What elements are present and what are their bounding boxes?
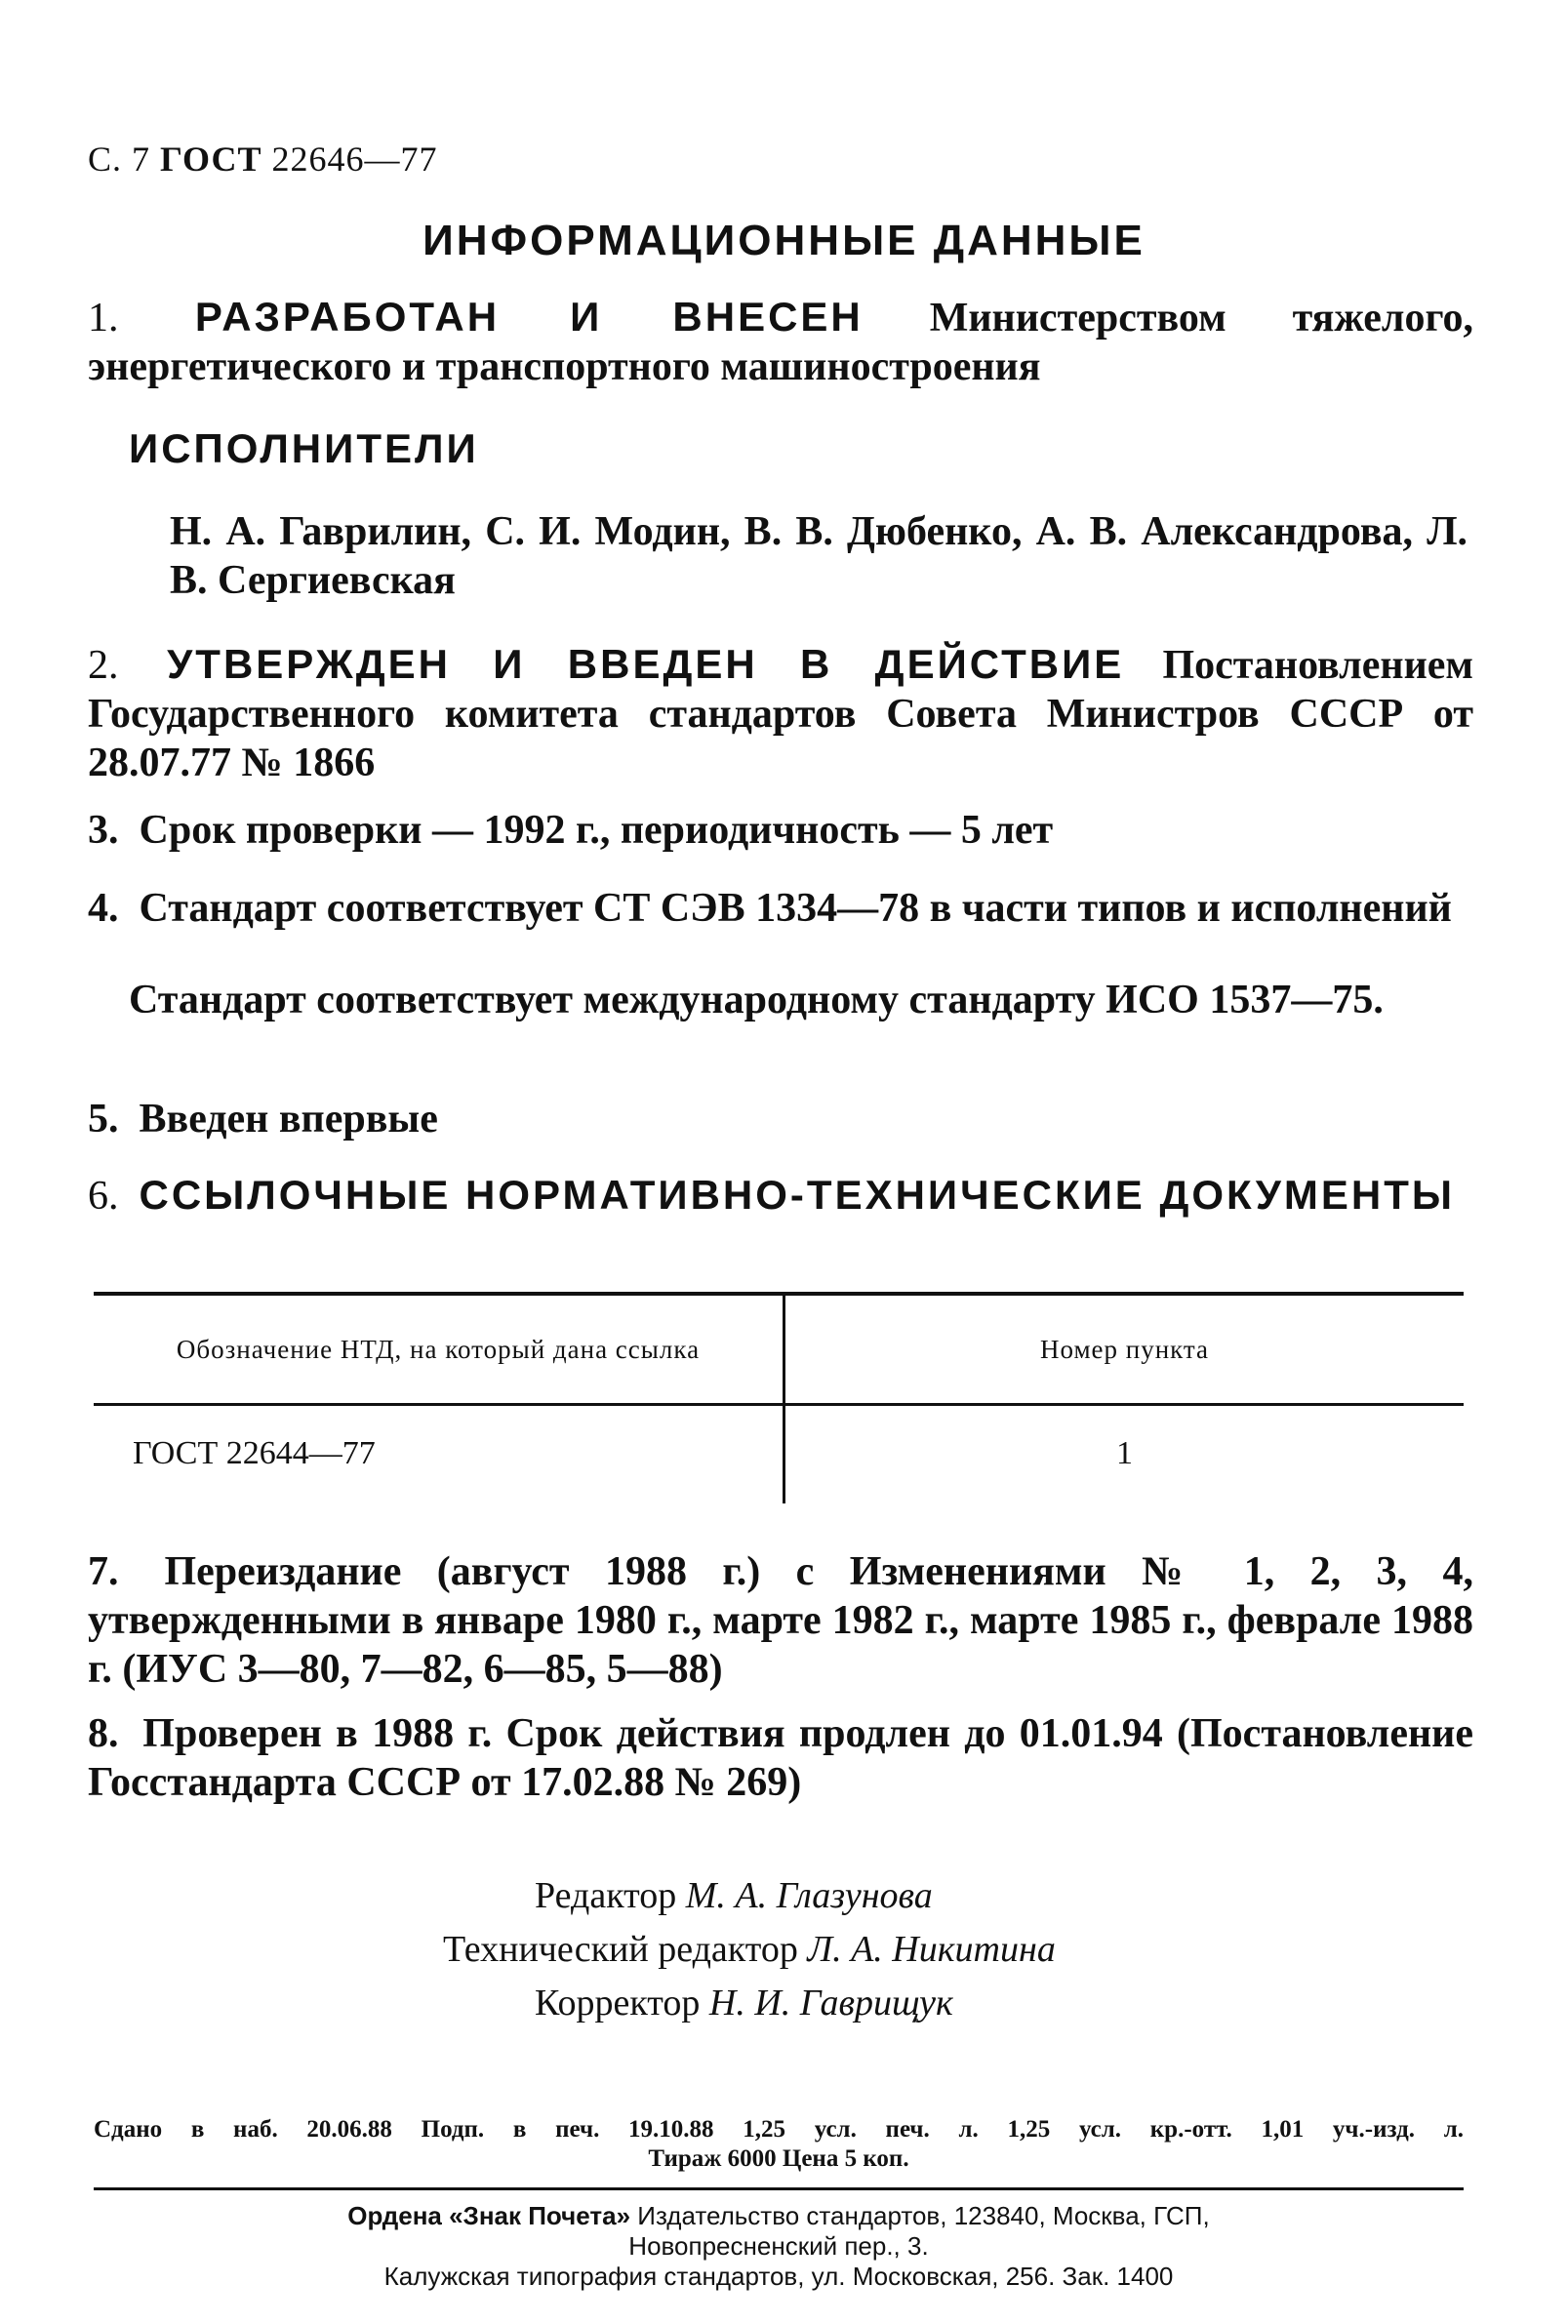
credit-label: Корректор (535, 1983, 701, 2023)
credit-tech-editor (0, 1923, 1568, 1977)
item-3 (88, 806, 1473, 855)
item-8 (88, 1709, 1473, 1807)
publisher-order: Ордена «Знак Почета» (347, 2201, 631, 2230)
header-document: Обозначение НТД, на который дана ссылка (176, 1334, 701, 1364)
imprint-line-2: Тираж 6000 Цена 5 коп. (648, 2145, 909, 2172)
item-1 (88, 293, 1473, 391)
credit-proofreader (0, 1977, 1568, 2030)
credit-editor (0, 1869, 1568, 1923)
item-text: Введен впервые (139, 1097, 438, 1142)
gost-label: ГОСТ (160, 140, 262, 179)
item-number: 4. (88, 886, 119, 931)
publisher-line-2: Новопресненский пер., 3. (628, 2231, 929, 2261)
table-header-row (94, 1296, 1464, 1403)
item-6 (88, 1171, 1473, 1221)
executors-title: ИСПОЛНИТЕЛИ (129, 425, 479, 471)
item-heading: ССЫЛОЧНЫЕ НОРМАТИВНО-ТЕХНИЧЕСКИЕ ДОКУМЕНТЫ (139, 1172, 1455, 1218)
item-number: 3. (88, 808, 119, 853)
publisher-line-3: Калужская типография стандартов, ул. Московская, 256. Зак. 1400 (383, 2262, 1174, 2291)
imprint-line-1: Сдано в наб. 20.06.88 Подп. в печ. 19.10.88 1,25 усл. печ. л. 1,25 усл. кр.-отт. 1,01 уч.-изд. л. (94, 2116, 1464, 2143)
cell-document: ГОСТ 22644—77 (133, 1435, 376, 1471)
header-clause: Номер пункта (783, 1296, 1464, 1403)
item-number: 1. (88, 296, 119, 341)
item-4-continued: Стандарт соответствует международному стандарту ИСО 1537—75. (129, 978, 1384, 1022)
item-text: Постановлением Государственного комитета стандартов Совета Министров СССР от 28.07.77 № 1866 (88, 643, 1474, 785)
cell-clause: 1 (783, 1406, 1464, 1503)
item-text: Проверен в 1988 г. Срок действия продлен до 01.01.94 (Постановление Госстандарта СССР от 17.02.88 № 269) (88, 1711, 1473, 1805)
print-imprint (94, 2115, 1464, 2174)
table-row (94, 1406, 1464, 1503)
item-text: Министерством тяжелого, энергетического и транспортного машиностроения (88, 296, 1474, 389)
item-text: Стандарт соответствует СТ СЭВ 1334—78 в части типов и исполнений (139, 886, 1452, 931)
executors-names: Н. А. Гаврилин, С. И. Модин, В. В. Дюбенко, А. В. Александрова, Л. В. Сергиевская (170, 509, 1467, 603)
item-text: Переиздание (август 1988 г.) с Изменениями № 1, 2, 3, 4, утвержденными в январе 1980 г., марте 1982 г., марте 1985 г., феврале 1988 г. (ИУС 3—80, 7—82, 6—85, 5—88) (88, 1549, 1473, 1692)
item-number: 2. (88, 643, 119, 688)
publisher-info (94, 2201, 1464, 2292)
item-text: Срок проверки — 1992 г., периодичность — 5 лет (139, 808, 1054, 853)
item-number: 8. (88, 1711, 119, 1756)
credit-name: М. А. Глазунова (685, 1875, 933, 1916)
credit-name: Н. И. Гаврищук (708, 1983, 953, 2023)
page-title: ИНФОРМАЦИОННЫЕ ДАННЫЕ (422, 217, 1146, 264)
item-number: 5. (88, 1097, 119, 1142)
item-number: 6. (88, 1174, 119, 1219)
credits (0, 1869, 1568, 2030)
gost-number: 22646—77 (271, 140, 438, 179)
page-header (88, 139, 437, 180)
credit-label: Технический редактор (443, 1929, 798, 1970)
item-heading: УТВЕРЖДЕН И ВВЕДЕН В ДЕЙСТВИЕ (167, 641, 1125, 687)
page-number: С. 7 (88, 140, 151, 179)
item-heading: РАЗРАБОТАН И ВНЕСЕН (194, 294, 864, 340)
publisher-line-1 (94, 2201, 1464, 2231)
reference-table (94, 1292, 1464, 1503)
item-5 (88, 1095, 1473, 1143)
item-2 (88, 640, 1473, 787)
bottom-divider (94, 2187, 1464, 2190)
item-number: 7. (88, 1549, 119, 1594)
publisher-name: Издательство стандартов, 123840, Москва, ГСП, (637, 2201, 1210, 2230)
item-7 (88, 1547, 1473, 1694)
credit-label: Редактор (535, 1875, 677, 1916)
credit-name: Л. А. Никитина (807, 1929, 1056, 1970)
item-4 (88, 884, 1473, 933)
